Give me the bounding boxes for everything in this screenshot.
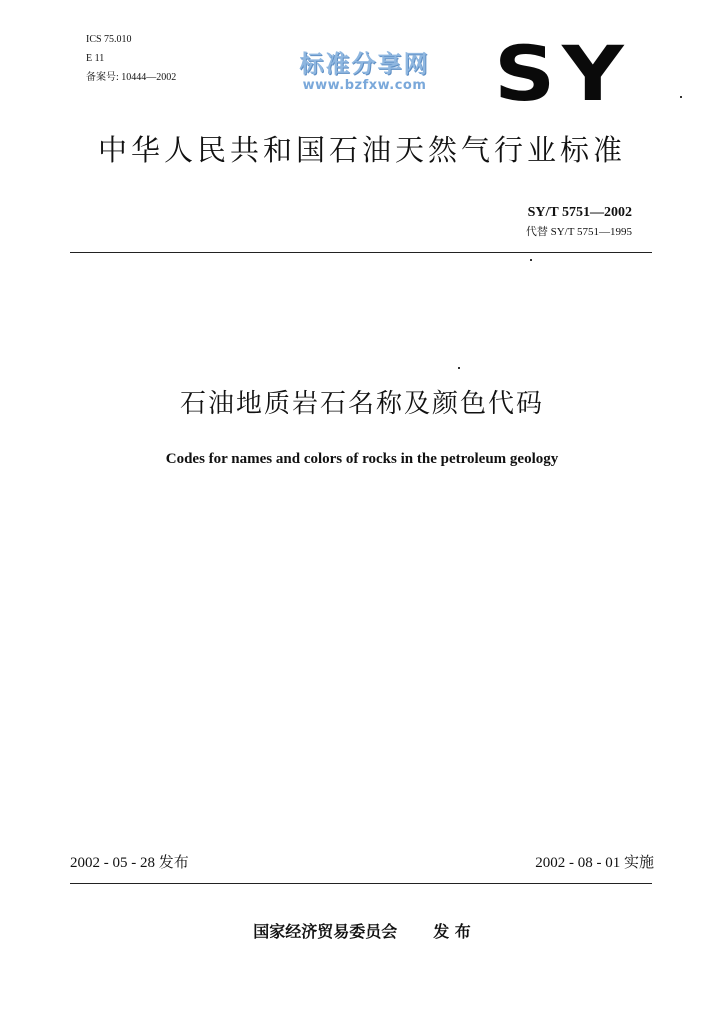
meta-block bbox=[86, 30, 176, 87]
document-title-en: Codes for names and colors of rocks in the petroleum geology bbox=[165, 451, 559, 467]
top-divider bbox=[70, 252, 652, 253]
ics-code: ICS 75.010 bbox=[86, 34, 132, 45]
publisher-line bbox=[0, 920, 724, 944]
watermark-title: 标准分享网 bbox=[299, 50, 430, 78]
document-title-cn: 石油地质岩石名称及颜色代码 bbox=[179, 389, 544, 419]
sy-logo: SY bbox=[494, 29, 631, 118]
category-code: E 11 bbox=[86, 53, 105, 64]
bottom-divider bbox=[70, 883, 652, 884]
record-number: 备案号: 10444—2002 bbox=[86, 72, 177, 83]
publisher-action: 发 布 bbox=[433, 922, 471, 941]
issue-date: 2002 - 05 - 28 发布 bbox=[70, 855, 189, 871]
scan-speck bbox=[680, 96, 682, 98]
standard-code: SY/T 5751—2002 bbox=[527, 205, 632, 220]
watermark-url: www.bzfxw.com bbox=[302, 78, 427, 93]
scan-speck bbox=[530, 259, 532, 261]
main-title: 中华人民共和国石油天然气行业标准 bbox=[97, 133, 626, 167]
scan-speck bbox=[458, 367, 460, 369]
publisher-name: 国家经济贸易委员会 bbox=[253, 922, 398, 941]
implementation-date: 2002 - 08 - 01 实施 bbox=[535, 855, 654, 871]
watermark bbox=[282, 50, 447, 94]
standard-replaces: 代替 SY/T 5751—1995 bbox=[525, 226, 632, 238]
